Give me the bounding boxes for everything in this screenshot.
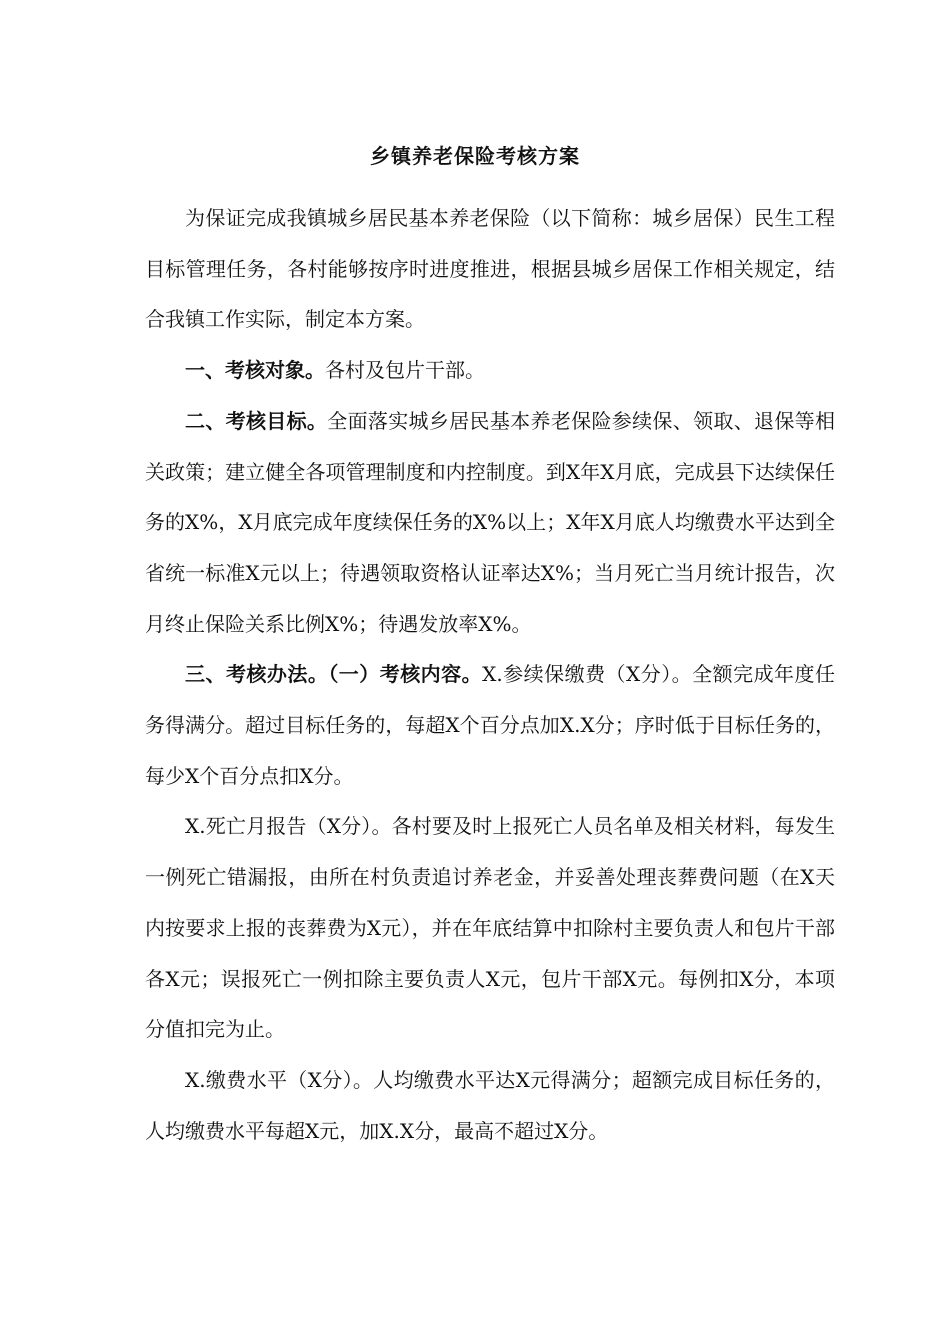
- paragraph-heading: 三、考核办法。（一）考核内容。: [185, 662, 483, 687]
- paragraph-intro: [145, 193, 835, 345]
- paragraph-death-report: [145, 801, 835, 1055]
- paragraph-payment-level: [145, 1055, 835, 1156]
- document-body: [145, 193, 835, 1156]
- paragraph-text: X.死亡月报告（X分）。各村要及时上报死亡人员名单及相关材料，每发生一例死亡错漏报，由所在村负责追讨养老金，并妥善处理丧葬费问题（在X天内按要求上报的丧葬费为X元），并在年底结算中扣除村主要负责人和包片干部各X元；误报死亡一例扣除主要负责人X元，包片干部X元。每例扣X分，本项分值扣完为止。: [145, 814, 835, 1042]
- document-title: 乡镇养老保险考核方案: [370, 144, 580, 168]
- paragraph-text: 全面落实城乡居民基本养老保险参续保、领取、退保等相关政策；建立健全各项管理制度和内控制度。到X年X月底，完成县下达续保任务的X%，X月底完成年度续保任务的X%以上；X年X月底人均缴费水平达到全省统一标准X元以上；待遇领取资格认证率达X%；当月死亡当月统计报告，次月终止保险关系比例X%；待遇发放率X%。: [145, 408, 836, 636]
- paragraph-text: X.参续保缴费（X分）。全额完成年度任务得满分。超过目标任务的，每超X个百分点加X.X分；序时低于目标任务的，每少X个百分点扣X分。: [145, 662, 835, 788]
- paragraph-heading: 一、考核对象。: [185, 358, 325, 383]
- paragraph-assessment-target: [145, 345, 835, 396]
- paragraph-text: X.缴费水平（X分）。人均缴费水平达X元得满分；超额完成目标任务的，人均缴费水平每超X元，加X.X分，最高不超过X分。: [145, 1067, 835, 1143]
- paragraph-heading: 二、考核目标。: [185, 408, 328, 433]
- paragraph-assessment-method: [145, 649, 835, 801]
- paragraph-text: 为保证完成我镇城乡居民基本养老保险（以下简称：城乡居保）民生工程目标管理任务，各村能够按序时进度推进，根据县城乡居保工作相关规定，结合我镇工作实际，制定本方案。: [145, 206, 835, 332]
- paragraph-text: 各村及包片干部。: [325, 358, 485, 383]
- paragraph-assessment-goal: [145, 396, 835, 650]
